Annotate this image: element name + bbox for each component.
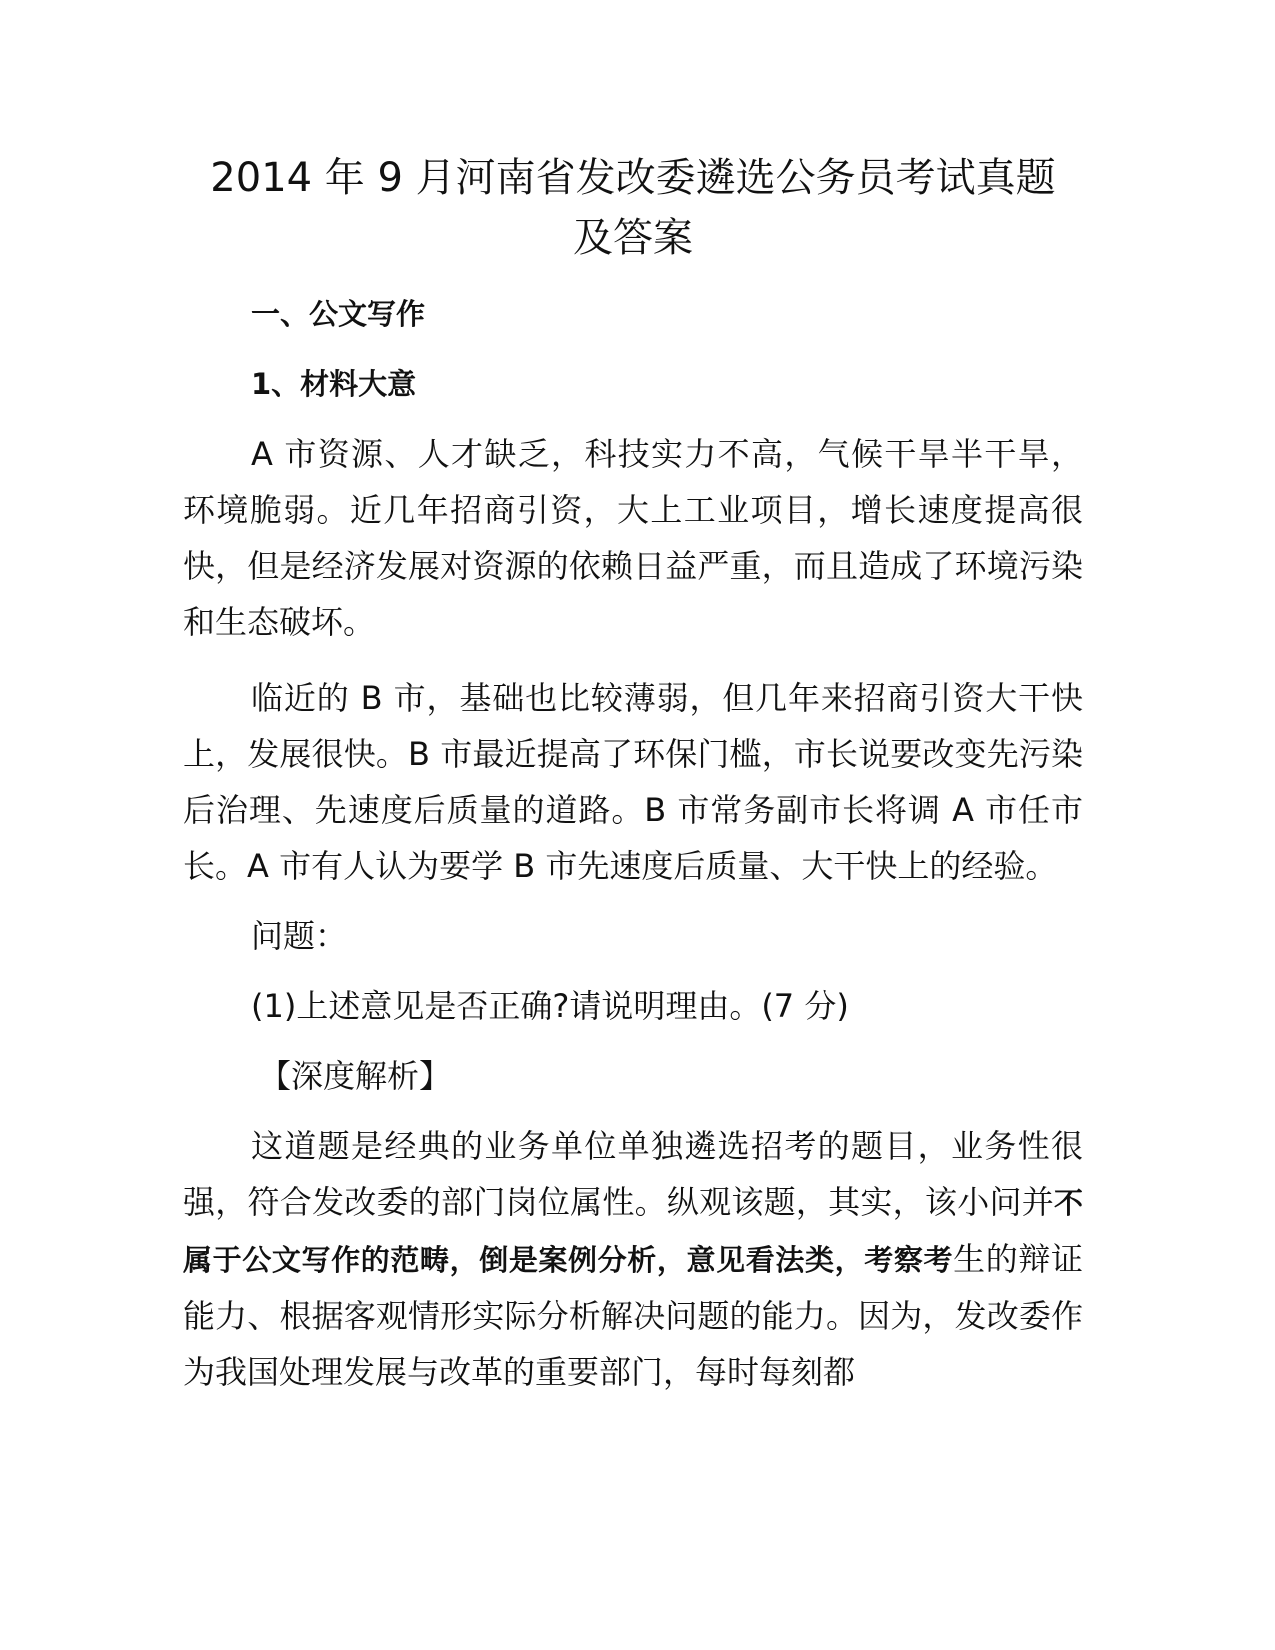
question-label: 问题： xyxy=(251,917,348,955)
analysis-text-bold: 不属于公文写作的范畴，倒是案例分析，意见看法类，考察考 xyxy=(183,1186,1083,1277)
analysis-label: 【深度解析】 xyxy=(259,1057,452,1095)
analysis-paragraph xyxy=(183,1118,1083,1400)
section-heading: 一、公文写作 xyxy=(251,297,426,331)
subsection-heading: 1、材料大意 xyxy=(251,367,417,401)
document-page xyxy=(183,0,1083,1400)
question-1: (1)上述意见是否正确?请说明理由。(7 分) xyxy=(251,987,849,1025)
analysis-text-part-1: 这道题是经典的业务单位单独遴选招考的题目，业务性很强，符合发改委的部门岗位属性。纵观该题，其实，该小问并 xyxy=(183,1127,1083,1221)
material-paragraph-1: A 市资源、人才缺乏，科技实力不高，气候干旱半干旱，环境脆弱。近几年招商引资，大上工业项目，增长速度提高很快，但是经济发展对资源的依赖日益严重，而且造成了环境污染和生态破坏。 xyxy=(183,435,1083,641)
title-line-1: 2014 年 9 月河南省发改委遴选公务员考试真题 xyxy=(210,155,1056,201)
material-paragraph-2: 临近的 B 市，基础也比较薄弱，但几年来招商引资大干快上，发展很快。B 市最近提高了环保门槛，市长说要改变先污染后治理、先速度后质量的道路。B 市常务副市长将调 A 市任市长。A 市有人认为要学 B 市先速度后质量、大干快上的经验。 xyxy=(183,679,1083,885)
document-title xyxy=(183,148,1083,268)
analysis-text-part-2: 生的辩证能力、根据客观情形实际分析解决问题的能力。因为，发改委作为我国处理发展与改革的重要部门，每时每刻都 xyxy=(183,1240,1083,1391)
title-line-2: 及答案 xyxy=(573,215,693,261)
